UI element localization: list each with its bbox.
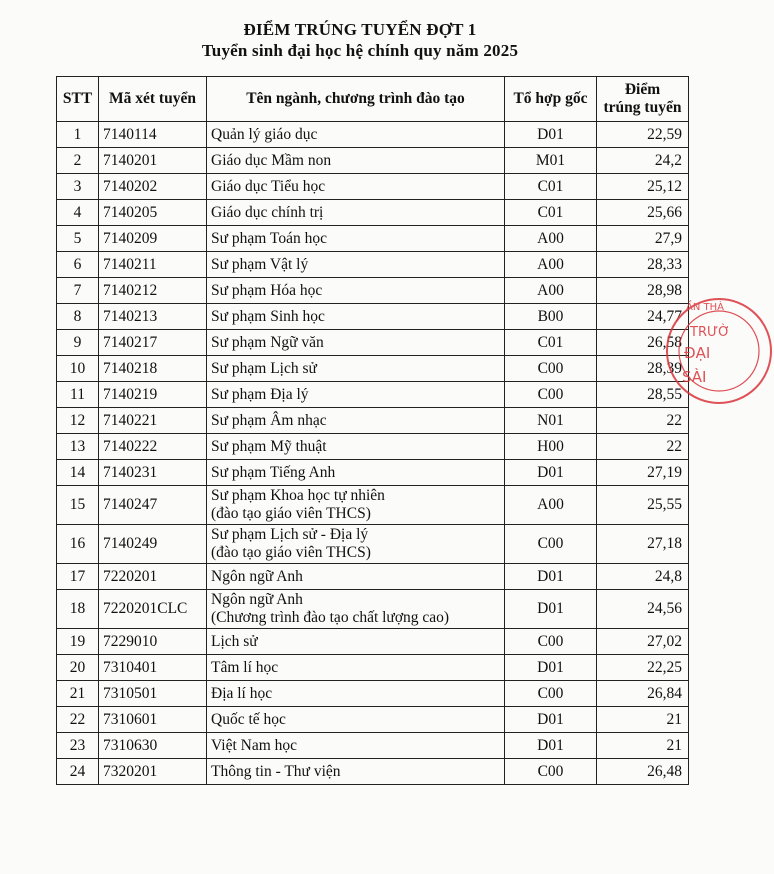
cell-combo: D01: [505, 590, 597, 629]
cell-stt: 18: [57, 590, 99, 629]
cell-program-name: [207, 304, 505, 330]
cell-code: 7220201CLC: [99, 590, 207, 629]
cell-score: 22: [597, 408, 689, 434]
cell-program-name: [207, 681, 505, 707]
cell-program-name: [207, 655, 505, 681]
table-row: [57, 629, 689, 655]
cell-combo: A00: [505, 226, 597, 252]
table-row: [57, 278, 689, 304]
table-row: [57, 525, 689, 564]
cell-score: 27,9: [597, 226, 689, 252]
cell-combo: C00: [505, 382, 597, 408]
col-header-score-line2: trúng tuyển: [603, 99, 682, 116]
program-name-line1: Sư phạm Khoa học tự nhiên: [211, 487, 385, 504]
table-row: [57, 200, 689, 226]
cell-program-name: [207, 122, 505, 148]
cell-score: 28,39: [597, 356, 689, 382]
cell-program-name: [207, 252, 505, 278]
cell-combo: C00: [505, 681, 597, 707]
cell-stt: 9: [57, 330, 99, 356]
cell-score: 26,48: [597, 759, 689, 785]
cell-score: 25,12: [597, 174, 689, 200]
cell-program-name: [207, 733, 505, 759]
stamp-text-bottom: SÀI: [682, 368, 707, 386]
table-row: [57, 564, 689, 590]
cell-program-name: [207, 382, 505, 408]
col-header-code: Mã xét tuyển: [99, 77, 207, 122]
cell-code: 7310601: [99, 707, 207, 733]
cell-combo: C00: [505, 525, 597, 564]
cell-score: 27,19: [597, 460, 689, 486]
cell-program-name: [207, 356, 505, 382]
cell-code: 7140201: [99, 148, 207, 174]
cell-stt: 16: [57, 525, 99, 564]
cell-stt: 11: [57, 382, 99, 408]
cell-score: 21: [597, 707, 689, 733]
admission-scores-table: [56, 76, 689, 785]
cell-score: 28,33: [597, 252, 689, 278]
cell-code: 7220201: [99, 564, 207, 590]
cell-combo: H00: [505, 434, 597, 460]
table-row: [57, 252, 689, 278]
program-name-line2: (Chương trình đào tạo chất lượng cao): [211, 609, 450, 626]
cell-score: 28,98: [597, 278, 689, 304]
table-header-row: [57, 77, 689, 122]
cell-program-name: [207, 707, 505, 733]
cell-code: 7140213: [99, 304, 207, 330]
table-row: [57, 122, 689, 148]
cell-program-name: [207, 525, 505, 564]
cell-stt: 20: [57, 655, 99, 681]
table-row: [57, 460, 689, 486]
stamp-text-mid1: TRƯỜ: [690, 325, 730, 340]
program-name-line1: Tâm lí học: [211, 658, 279, 676]
cell-score: 21: [597, 733, 689, 759]
cell-score: 27,18: [597, 525, 689, 564]
cell-stt: 3: [57, 174, 99, 200]
program-name-line1: Sư phạm Lịch sử: [211, 359, 317, 377]
cell-combo: D01: [505, 733, 597, 759]
program-name-line1: Sư phạm Sinh học: [211, 307, 325, 325]
program-name-line1: Ngôn ngữ Anh: [211, 567, 303, 585]
cell-stt: 21: [57, 681, 99, 707]
cell-code: 7140219: [99, 382, 207, 408]
cell-score: 27,02: [597, 629, 689, 655]
cell-stt: 24: [57, 759, 99, 785]
cell-stt: 12: [57, 408, 99, 434]
page-subtitle: Tuyển sinh đại học hệ chính quy năm 2025: [201, 41, 519, 60]
cell-program-name: [207, 200, 505, 226]
cell-combo: A00: [505, 486, 597, 525]
cell-code: 7320201: [99, 759, 207, 785]
cell-combo: D01: [505, 122, 597, 148]
cell-code: 7140221: [99, 408, 207, 434]
col-header-combo: Tổ hợp gốc: [505, 77, 597, 122]
cell-combo: C00: [505, 759, 597, 785]
cell-program-name: [207, 226, 505, 252]
cell-combo: C00: [505, 629, 597, 655]
cell-stt: 1: [57, 122, 99, 148]
cell-stt: 23: [57, 733, 99, 759]
cell-code: 7140202: [99, 174, 207, 200]
cell-combo: C01: [505, 330, 597, 356]
program-name-line1: Sư phạm Mỹ thuật: [211, 437, 327, 455]
cell-combo: C00: [505, 356, 597, 382]
cell-program-name: [207, 330, 505, 356]
cell-score: 24,77: [597, 304, 689, 330]
stamp-text-mid2: ĐẠI: [684, 344, 711, 362]
cell-stt: 2: [57, 148, 99, 174]
cell-score: 22,59: [597, 122, 689, 148]
table-row: [57, 148, 689, 174]
cell-stt: 19: [57, 629, 99, 655]
cell-combo: A00: [505, 278, 597, 304]
cell-program-name: [207, 408, 505, 434]
cell-program-name: [207, 486, 505, 525]
cell-program-name: [207, 590, 505, 629]
cell-code: 7229010: [99, 629, 207, 655]
cell-program-name: [207, 629, 505, 655]
table-row: [57, 408, 689, 434]
cell-combo: A00: [505, 252, 597, 278]
page-title: ĐIỂM TRÚNG TUYỂN ĐỢT 1: [243, 20, 477, 39]
cell-program-name: [207, 759, 505, 785]
cell-code: 7140217: [99, 330, 207, 356]
cell-code: 7140249: [99, 525, 207, 564]
program-name-line1: Quốc tế học: [211, 710, 286, 728]
cell-code: 7140205: [99, 200, 207, 226]
col-header-score-line1: Điểm: [624, 81, 661, 98]
cell-score: 22: [597, 434, 689, 460]
cell-score: 22,25: [597, 655, 689, 681]
program-name-line2: (đào tạo giáo viên THCS): [211, 505, 371, 522]
col-header-name: Tên ngành, chương trình đào tạo: [207, 77, 505, 122]
cell-combo: C01: [505, 200, 597, 226]
table-row: [57, 707, 689, 733]
program-name-line1: Giáo dục chính trị: [211, 203, 324, 221]
program-name-line1: Sư phạm Ngữ văn: [211, 333, 324, 351]
cell-score: 26,84: [597, 681, 689, 707]
cell-code: 7310630: [99, 733, 207, 759]
table-row: [57, 304, 689, 330]
cell-combo: C01: [505, 174, 597, 200]
cell-stt: 13: [57, 434, 99, 460]
cell-combo: M01: [505, 148, 597, 174]
cell-code: 7140211: [99, 252, 207, 278]
table-row: [57, 759, 689, 785]
cell-code: 7140231: [99, 460, 207, 486]
cell-code: 7310501: [99, 681, 207, 707]
cell-score: 24,8: [597, 564, 689, 590]
program-name-line1: Sư phạm Âm nhạc: [211, 411, 327, 429]
cell-code: 7140114: [99, 122, 207, 148]
cell-program-name: [207, 148, 505, 174]
cell-combo: D01: [505, 460, 597, 486]
col-header-score: [597, 77, 689, 122]
cell-stt: 7: [57, 278, 99, 304]
cell-stt: 6: [57, 252, 99, 278]
cell-combo: N01: [505, 408, 597, 434]
cell-score: 24,56: [597, 590, 689, 629]
table-row: [57, 434, 689, 460]
table-row: [57, 486, 689, 525]
program-name-line1: Lịch sử: [211, 632, 258, 650]
cell-combo: D01: [505, 564, 597, 590]
table-row: [57, 681, 689, 707]
table-row: [57, 733, 689, 759]
program-name-line1: Giáo dục Tiểu học: [211, 177, 326, 195]
cell-stt: 4: [57, 200, 99, 226]
cell-combo: D01: [505, 655, 597, 681]
program-name-line1: Sư phạm Vật lý: [211, 255, 309, 273]
cell-program-name: [207, 278, 505, 304]
cell-score: 25,66: [597, 200, 689, 226]
program-name-line1: Sư phạm Toán học: [211, 229, 327, 247]
program-name-line1: Việt Nam học: [211, 736, 298, 754]
program-name-line1: Giáo dục Mầm non: [211, 151, 332, 169]
program-name-line1: Thông tin - Thư viện: [211, 762, 341, 780]
table-row: [57, 174, 689, 200]
table-row: [57, 356, 689, 382]
col-header-stt: STT: [57, 77, 99, 122]
cell-score: 26,58: [597, 330, 689, 356]
stamp-text-top: ẦN THÀ: [686, 302, 724, 313]
table-row: [57, 590, 689, 629]
cell-stt: 17: [57, 564, 99, 590]
cell-stt: 5: [57, 226, 99, 252]
cell-code: 7140247: [99, 486, 207, 525]
cell-program-name: [207, 564, 505, 590]
cell-code: 7140218: [99, 356, 207, 382]
cell-combo: B00: [505, 304, 597, 330]
program-name-line1: Ngôn ngữ Anh: [211, 591, 303, 608]
program-name-line1: Sư phạm Tiếng Anh: [211, 463, 336, 481]
cell-code: 7140212: [99, 278, 207, 304]
table-row: [57, 382, 689, 408]
program-name-line1: Sư phạm Hóa học: [211, 281, 323, 299]
cell-stt: 10: [57, 356, 99, 382]
cell-stt: 22: [57, 707, 99, 733]
cell-stt: 15: [57, 486, 99, 525]
program-name-line1: Sư phạm Lịch sử - Địa lý: [211, 526, 369, 543]
cell-code: 7140222: [99, 434, 207, 460]
cell-score: 28,55: [597, 382, 689, 408]
program-name-line2: (đào tạo giáo viên THCS): [211, 544, 371, 561]
cell-program-name: [207, 460, 505, 486]
cell-score: 24,2: [597, 148, 689, 174]
cell-program-name: [207, 434, 505, 460]
table-row: [57, 226, 689, 252]
program-name-line1: Địa lí học: [211, 684, 273, 702]
cell-score: 25,55: [597, 486, 689, 525]
cell-code: 7140209: [99, 226, 207, 252]
program-name-line1: Sư phạm Địa lý: [211, 385, 309, 403]
table-row: [57, 655, 689, 681]
cell-program-name: [207, 174, 505, 200]
table-row: [57, 330, 689, 356]
cell-combo: D01: [505, 707, 597, 733]
cell-stt: 14: [57, 460, 99, 486]
program-name-line1: Quản lý giáo dục: [211, 125, 318, 143]
cell-code: 7310401: [99, 655, 207, 681]
cell-stt: 8: [57, 304, 99, 330]
